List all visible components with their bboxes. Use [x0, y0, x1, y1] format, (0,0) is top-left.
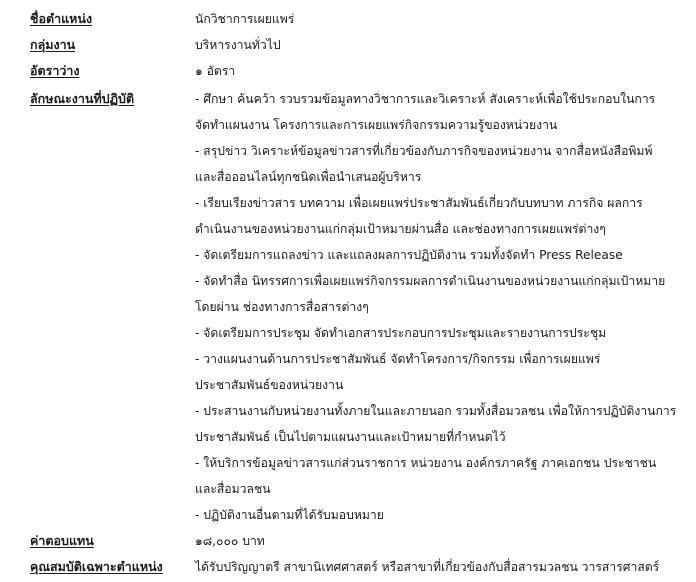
qualification-value: ได้รับปริญญาตรี สาขานิเทศศาสตร์ หรือสาขาที่เกี่ยวข้องกับสื่อสารมวลชน วารสารศาสตร์ — [195, 560, 660, 574]
duty-line: - วางแผนงานด้านการประชาสัมพันธ์ จัดทำโครงการ/กิจกรรม เพื่อการเผยแพร่ — [195, 352, 601, 366]
rate-label: อัตราว่าง — [30, 63, 80, 78]
duty-line: - จัดทำสื่อ นิทรรศการเพื่อเผยแพร่กิจกรรมผลการดำเนินงานของหน่วยงานแก่กลุ่มเป้าหมาย — [195, 274, 666, 288]
duty-line: ประชาสัมพันธ์ เป็นไปตามแผนงานและเป้าหมายที่กำหนดไว้ — [195, 430, 506, 444]
group-value: บริหารงานทั่วไป — [195, 38, 281, 52]
duty-line: - ให้บริการข้อมูลข่าวสารแก่ส่วนราชการ หน่วยงาน องค์กรภาครัฐ ภาคเอกชน ประชาชน — [195, 456, 657, 470]
duty-line: - ปฏิบัติงานอื่นตามที่ได้รับมอบหมาย — [195, 508, 384, 522]
rate-value: ๑ อัตรา — [195, 64, 236, 78]
duty-line: - จัดเตรียมการแถลงข่าว และแถลงผลการปฏิบัติงาน รวมทั้งจัดทำ Press Release — [195, 248, 623, 262]
duty-line: - สรุปข่าว วิเคราะห์ข้อมูลข่าวสารที่เกี่ยวข้องกับภารกิจของหน่วยงาน จากสื่อหนังสือพิมพ์ — [195, 144, 653, 158]
qualification-label: คุณสมบัติเฉพาะตำแหน่ง — [30, 559, 163, 574]
duty-line: - ประสานงานกับหน่วยงานทั้งภายในและภายนอก รวมทั้งสื่อมวลชน เพื่อให้การปฏิบัติงานการ — [195, 404, 677, 418]
group-label: กลุ่มงาน — [30, 37, 76, 52]
duty-line: และสื่อออนไลน์ทุกชนิดเพื่อนำเสนอผู้บริหาร — [195, 170, 422, 184]
duty-line: - จัดเตรียมการประชุม จัดทำเอกสารประกอบการประชุมและรายงานการประชุม — [195, 326, 607, 340]
salary-label: ค่าตอบแทน — [30, 533, 94, 548]
duties-label: ลักษณะงานที่ปฏิบัติ — [30, 91, 135, 106]
position-label: ชื่อตำแหน่ง — [30, 11, 93, 26]
duty-line: จัดทำแผนงาน โครงการและการเผยแพร่กิจกรรมความรู้ของหน่วยงาน — [195, 118, 558, 132]
salary-value: ๑๘,๐๐๐ บาท — [195, 534, 265, 548]
duty-line: ดำเนินงานของหน่วยงานแก่กลุ่มเป้าหมายผ่านสื่อ และช่องทางการเผยแพร่ต่างๆ — [195, 222, 606, 236]
position-value: นักวิชาการเผยแพร่ — [195, 12, 295, 26]
duty-line: ประชาสัมพันธ์ของหน่วยงาน — [195, 378, 344, 392]
duty-line: โดยผ่าน ช่องทางการสื่อสารต่างๆ — [195, 300, 369, 314]
duty-line: - เรียบเรียงข่าวสาร บทความ เพื่อเผยแพร่ประชาสัมพันธ์เกี่ยวกับบทบาท ภารกิจ ผลการ — [195, 196, 643, 210]
duty-line: และสื่อมวลชน — [195, 482, 271, 496]
duty-line: - ศึกษา ค้นคว้า รวบรวมข้อมูลทางวิชาการและวิเคราะห์ สังเคราะห์เพื่อใช้ประกอบในการ — [195, 92, 656, 106]
